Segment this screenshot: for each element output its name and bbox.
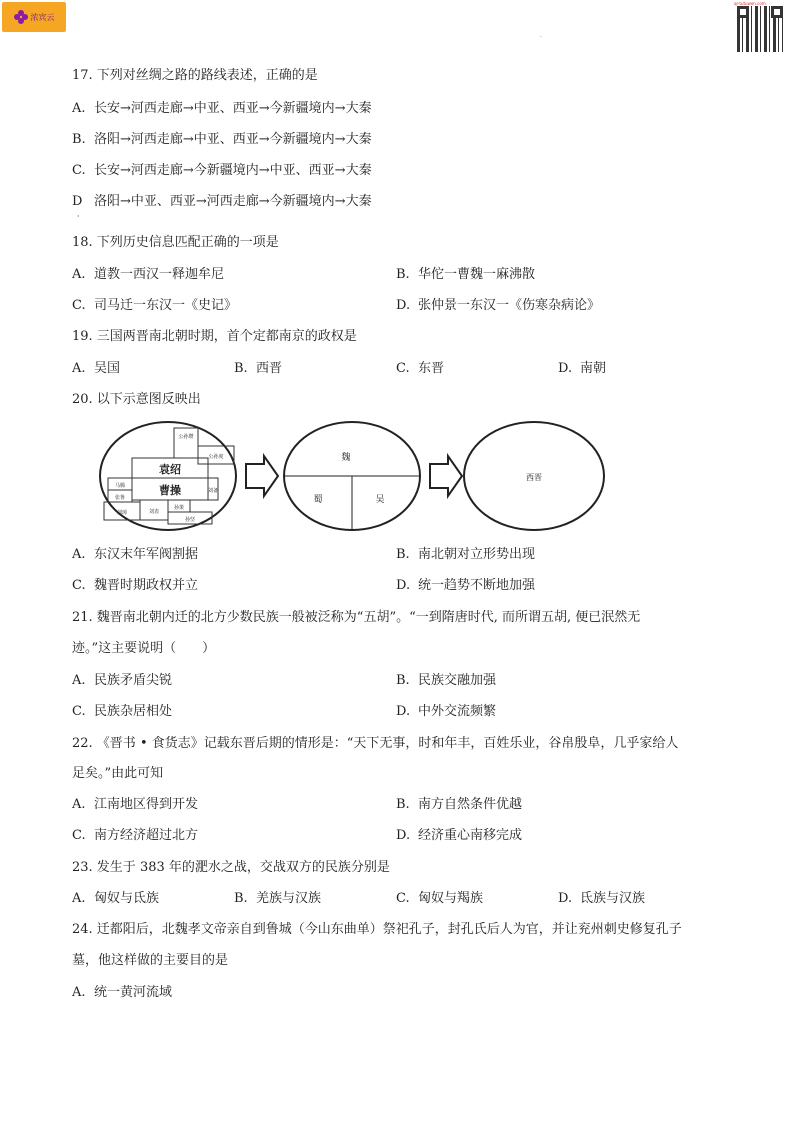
- q20-option-a[interactable]: A. 东汉末年军阀割据: [72, 547, 199, 562]
- question-24-stem: 24. 迁都阳后，北魏孝文帝亲自到鲁城（今山东曲单）祭祀孔子，封孔氏后人为官，并让兖州刺史修复孔子: [72, 922, 682, 937]
- q20-option-b[interactable]: B. 南北朝对立形势出现: [396, 547, 536, 562]
- q23-option-d[interactable]: D. 氐族与汉族: [558, 891, 646, 906]
- q22-option-a[interactable]: A. 江南地区得到开发: [72, 797, 199, 812]
- q17-option-d[interactable]: D 洛阳→中亚、西亚→河西走廊→今新疆境内→大秦: [72, 194, 372, 209]
- question-21-stem: 21. 魏晋南北朝内迁的北方少数民族一般被泛称为“五胡”。“一到隋唐时代, 而所谓五胡, 便已泯然无: [72, 610, 641, 625]
- question-20-stem: 20. 以下示意图反映出: [72, 392, 201, 407]
- arrow-right-icon: [430, 456, 462, 496]
- q17-option-b[interactable]: B. 洛阳→河西走廊→中亚、西亚→今新疆境内→大秦: [72, 132, 372, 147]
- label-gongsun-du: 公孙度: [208, 454, 224, 460]
- label-cao-cao: 曹操: [159, 484, 181, 497]
- q21-option-c[interactable]: C. 民族杂居相处: [72, 704, 173, 719]
- q17-option-c[interactable]: C. 长安→河西走廊→今新疆境内→中亚、西亚→大秦: [72, 163, 372, 178]
- q19-option-d[interactable]: D. 南朝: [558, 361, 607, 376]
- question-22-stem: 22. 《晋书 • 食货志》记载东晋后期的情形是：“天下无事，时和年丰，百姓乐业，谷帛殷阜，几乎家给人: [72, 736, 679, 751]
- label-yuan-shao: 袁绍: [159, 463, 181, 476]
- q19-option-c[interactable]: C. 东晋: [396, 361, 445, 376]
- q22-option-b[interactable]: B. 南方自然条件优越: [396, 797, 523, 812]
- logo-text: 浓宾云: [30, 12, 55, 22]
- question-19-stem: 19. 三国两晋南北朝时期，首个定都南京的政权是: [72, 329, 357, 344]
- q18-option-c[interactable]: C. 司马迁一东汉一《史记》: [72, 298, 238, 313]
- label-gongsun-zan: 公孙瓒: [178, 434, 194, 440]
- q18-option-b[interactable]: B. 华佗一曹魏一麻沸散: [396, 267, 536, 282]
- qr-caption: qr-tutuwen.com: [734, 1, 766, 6]
- label-shu: 蜀: [313, 495, 323, 505]
- question-23-stem: 23. 发生于 383 年的淝水之战，交战双方的民族分别是: [72, 860, 390, 875]
- q19-option-b[interactable]: B. 西晋: [234, 361, 283, 376]
- label-sun-ce: 孙策: [173, 505, 185, 511]
- q21-option-d[interactable]: D. 中外交流频繁: [396, 704, 497, 719]
- arrow-right-icon: [246, 456, 278, 496]
- q22-option-c[interactable]: C. 南方经济超过北方: [72, 828, 199, 843]
- question-21-stem-cont: 迹。”这主要说明（ ）: [72, 641, 216, 656]
- q21-option-b[interactable]: B. 民族交融加强: [396, 673, 497, 688]
- label-liu-bei: 刘备: [207, 488, 219, 494]
- stray-dot: ·: [77, 212, 80, 221]
- site-logo: [2, 2, 66, 32]
- label-liu-biao: 刘表: [148, 509, 160, 515]
- question-22-stem-cont: 足矣。”由此可知: [72, 766, 164, 781]
- label-wei: 魏: [341, 453, 351, 463]
- three-kingdoms-diagram: [98, 420, 618, 532]
- q20-option-d[interactable]: D. 统一趋势不断地加强: [396, 578, 536, 593]
- q24-option-a[interactable]: A. 统一黄河流域: [72, 985, 173, 1000]
- q23-option-b[interactable]: B. 羌族与汉族: [234, 891, 322, 906]
- label-zhang-lu: 张鲁: [114, 495, 126, 501]
- question-18-stem: 18. 下列历史信息匹配正确的一项是: [72, 235, 279, 250]
- q18-option-a[interactable]: A. 道教一西汉一释迦牟尼: [72, 267, 225, 282]
- q20-option-c[interactable]: C. 魏晋时期政权并立: [72, 578, 199, 593]
- q23-option-c[interactable]: C. 匈奴与羯族: [396, 891, 484, 906]
- stray-dot: ·: [540, 34, 542, 41]
- label-wu: 吴: [375, 495, 385, 505]
- q18-option-d[interactable]: D. 张仲景一东汉一《伤寒杂病论》: [396, 298, 601, 313]
- q22-option-d[interactable]: D. 经济重心南移完成: [396, 828, 523, 843]
- q23-option-a[interactable]: A. 匈奴与氐族: [72, 891, 160, 906]
- label-sun-jian: 孙坚: [184, 517, 196, 523]
- q21-option-a[interactable]: A. 民族矛盾尖锐: [72, 673, 173, 688]
- question-17-stem: 17. 下列对丝绸之路的路线表述，正确的是: [72, 68, 318, 83]
- logo-flower-icon: [14, 10, 28, 24]
- question-24-stem-cont: 墓，他这样做的主要目的是: [72, 953, 229, 968]
- q19-option-a[interactable]: A. 吴国: [72, 361, 121, 376]
- qr-code-icon: [737, 6, 783, 52]
- label-liu-zhang: 刘璋: [116, 510, 128, 516]
- label-ma-teng: 马腾: [114, 483, 126, 489]
- q17-option-a[interactable]: A. 长安→河西走廊→中亚、西亚→今新疆境内→大秦: [72, 101, 372, 116]
- label-xijin: 西晋: [526, 473, 542, 482]
